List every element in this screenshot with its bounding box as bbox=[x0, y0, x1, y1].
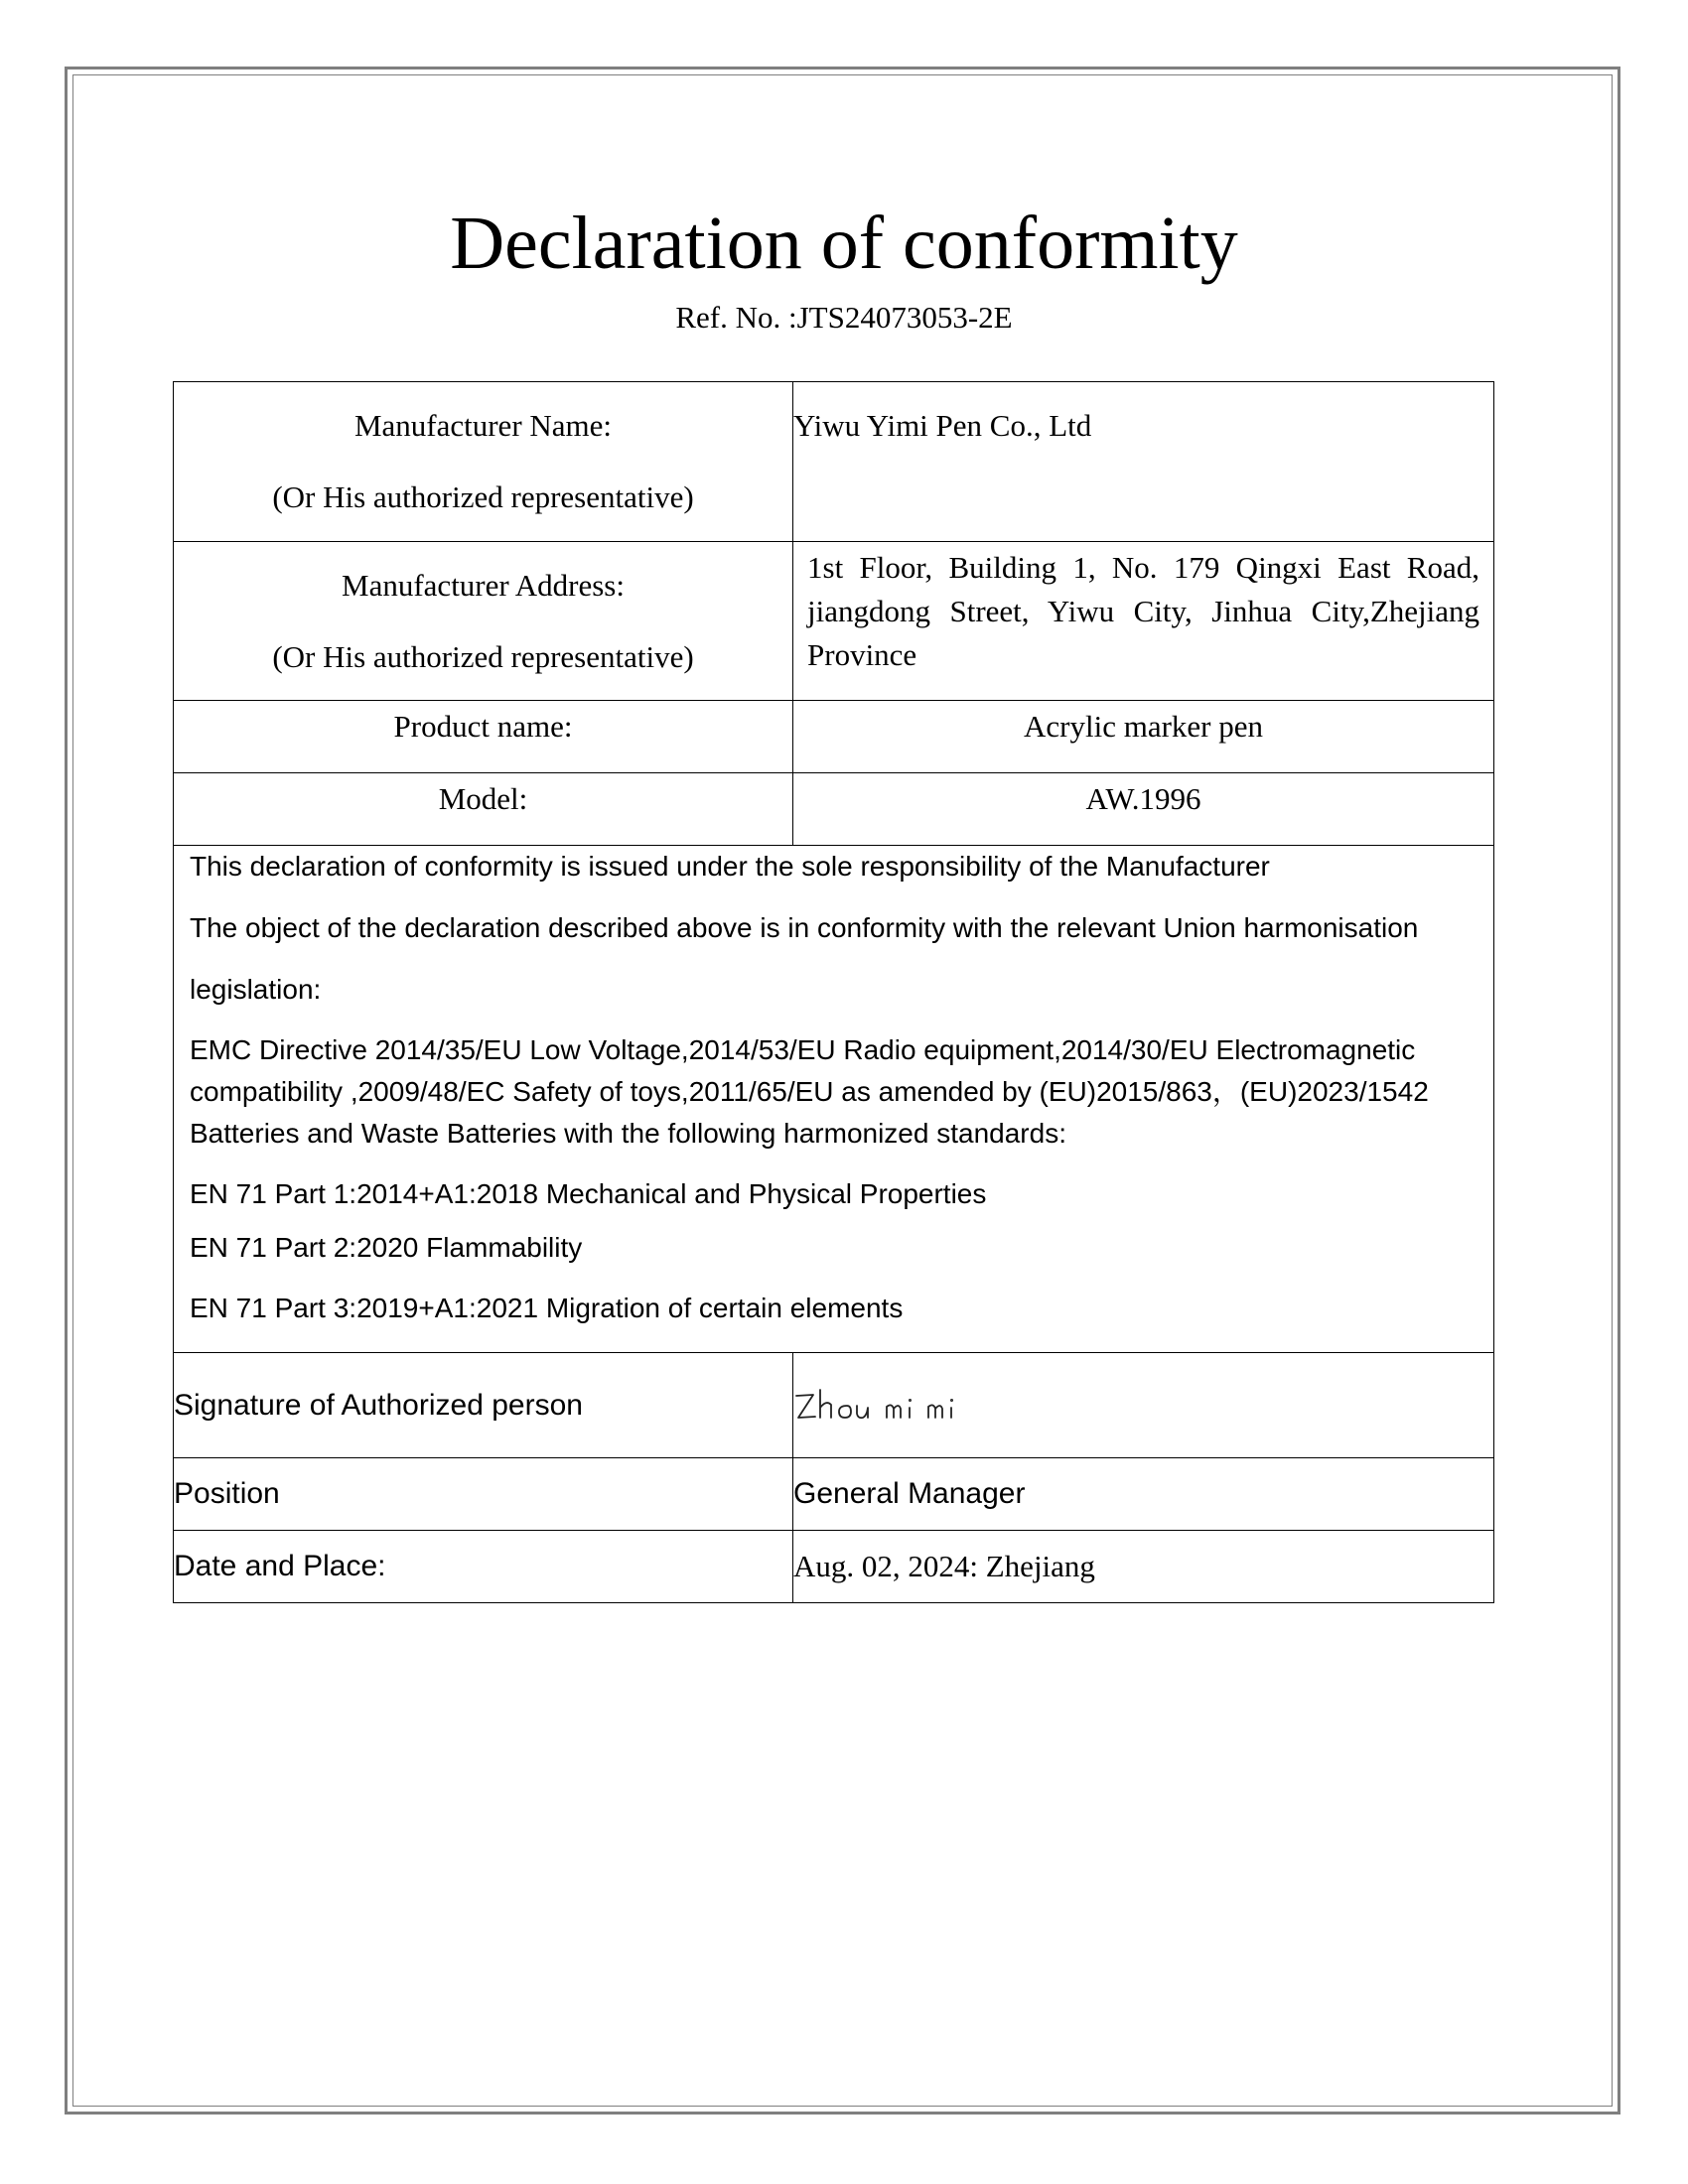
model-row bbox=[174, 773, 1494, 846]
date-place-value-cell bbox=[793, 1531, 1494, 1603]
manufacturer-address-label-cell bbox=[174, 542, 793, 701]
signature-label-cell bbox=[174, 1353, 793, 1458]
declaration-row bbox=[174, 846, 1494, 1353]
product-name-label: Product name: bbox=[393, 709, 573, 744]
position-value: General Manager bbox=[793, 1477, 1026, 1510]
product-name-row bbox=[174, 701, 1494, 773]
manufacturer-address-row bbox=[174, 542, 1494, 701]
declaration-legislation-label: legislation: bbox=[190, 974, 322, 1005]
reference-number: Ref. No. :JTS24073053-2E bbox=[675, 300, 1013, 335]
product-name-value-cell bbox=[793, 701, 1494, 773]
manufacturer-name-value-cell bbox=[793, 382, 1494, 542]
handwritten-signature bbox=[793, 1378, 1012, 1433]
declaration-directives: EMC Directive 2014/35/EU Low Voltage,2014/53/EU Radio equipment,2014/30/EU Electromagnetic compatibility ,2009/48/EC Safety of toys,2011/65/EU as amended by (EU)2015/863，(EU)2023/1542 Batteries and Waste Batteries with the following harmonized standards: bbox=[190, 1034, 1429, 1149]
date-place-label: Date and Place: bbox=[174, 1550, 386, 1582]
signature-row bbox=[174, 1353, 1494, 1458]
manufacturer-name-label-cell bbox=[174, 382, 793, 542]
position-value-cell bbox=[793, 1458, 1494, 1531]
model-value-cell bbox=[793, 773, 1494, 846]
manufacturer-address-label: Manufacturer Address: bbox=[342, 567, 625, 603]
date-place-row bbox=[174, 1531, 1494, 1603]
position-label-cell bbox=[174, 1458, 793, 1531]
declaration-text-cell bbox=[174, 846, 1494, 1353]
model-label-cell bbox=[174, 773, 793, 846]
standard-item: EN 71 Part 3:2019+A1:2021 Migration of certain elements bbox=[190, 1293, 904, 1323]
document-title: Declaration of conformity bbox=[450, 202, 1238, 285]
manufacturer-name-row bbox=[174, 382, 1494, 542]
declaration-responsibility: This declaration of conformity is issued under the sole responsibility of the Manufacturer bbox=[190, 851, 1270, 882]
standard-item: EN 71 Part 1:2014+A1:2018 Mechanical and Physical Properties bbox=[190, 1178, 987, 1209]
declaration-table bbox=[173, 381, 1494, 1603]
model-value: AW.1996 bbox=[1085, 781, 1201, 816]
position-row bbox=[174, 1458, 1494, 1531]
manufacturer-name-label: Manufacturer Name: bbox=[353, 408, 613, 443]
signature-label: Signature of Authorized person bbox=[174, 1388, 583, 1422]
product-name: Acrylic marker pen bbox=[1024, 709, 1263, 744]
declaration-conformity: The object of the declaration described above is in conformity with the relevant Union harmonisation bbox=[190, 912, 1419, 943]
manufacturer-address-value-cell bbox=[793, 542, 1494, 701]
manufacturer-address: 1st Floor, Building 1, No. 179 Qingxi East Road, jiangdong Street, Yiwu City, Jinhua City,Zhejiang Province bbox=[807, 550, 1479, 672]
model-label: Model: bbox=[438, 781, 528, 816]
date-place-label-cell bbox=[174, 1531, 793, 1603]
position-label: Position bbox=[174, 1477, 280, 1510]
signature-value-cell bbox=[793, 1353, 1494, 1458]
manufacturer-name: Yiwu Yimi Pen Co., Ltd bbox=[793, 408, 1092, 443]
product-name-label-cell bbox=[174, 701, 793, 773]
standard-item: EN 71 Part 2:2020 Flammability bbox=[190, 1232, 583, 1263]
authorized-rep-note: (Or His authorized representative) bbox=[272, 479, 694, 514]
authorized-rep-note: (Or His authorized representative) bbox=[272, 638, 694, 674]
date-place-value: Aug. 02, 2024: Zhejiang bbox=[793, 1549, 1095, 1583]
